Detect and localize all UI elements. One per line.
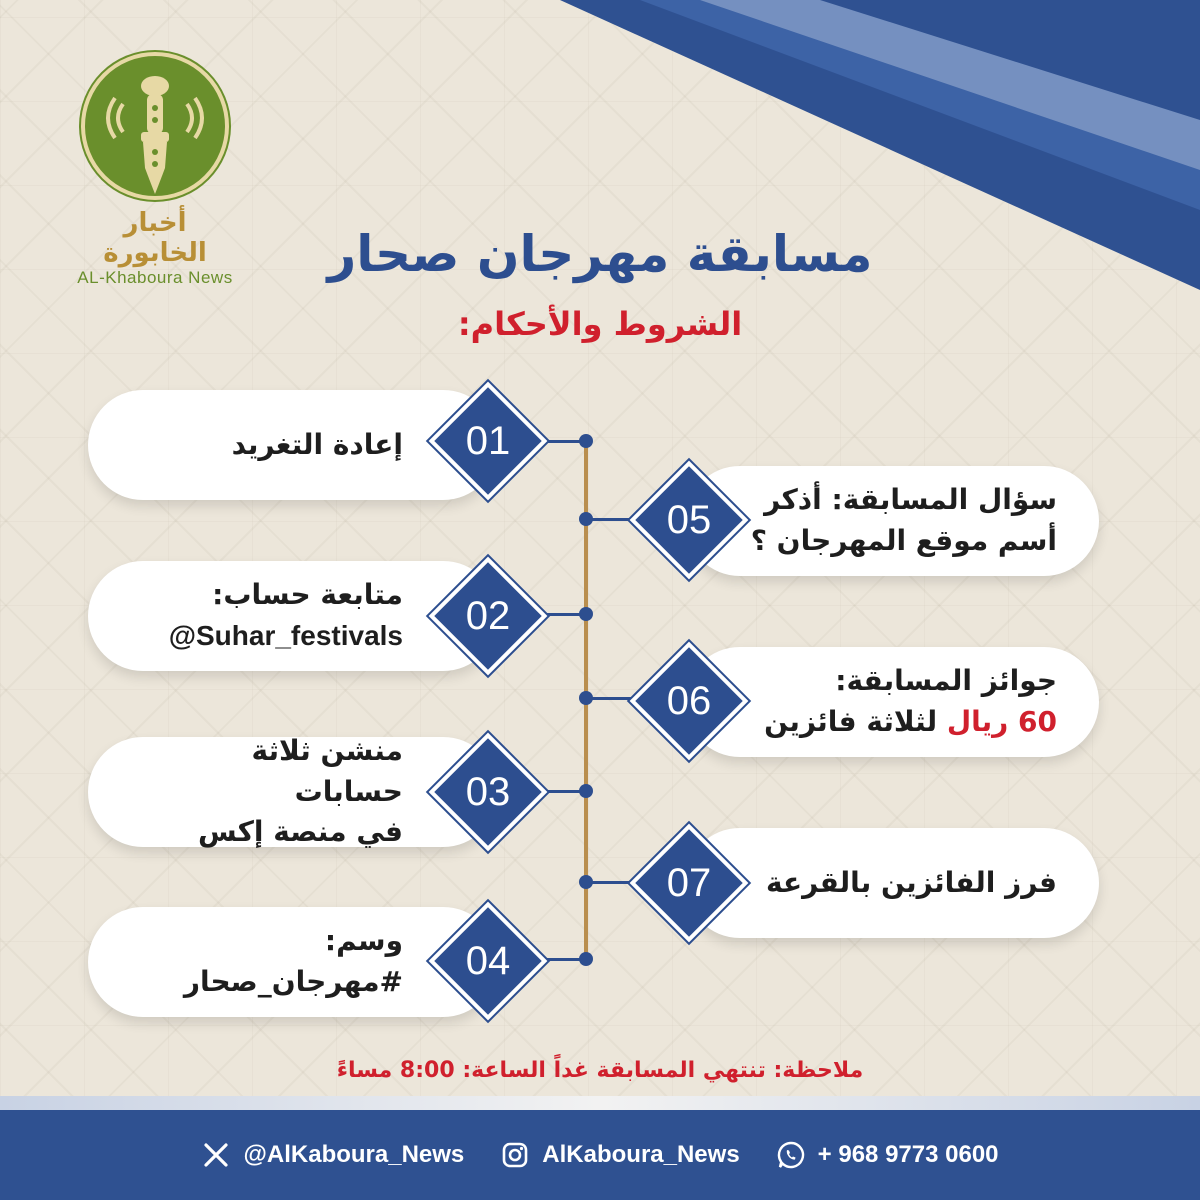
- step-number-06: 06: [666, 678, 712, 723]
- step-03-line-2: في منصة إكس: [198, 815, 403, 849]
- step-05-line-1: سؤال المسابقة: أذكر: [764, 483, 1057, 517]
- step-02-handle: @Suhar_festivals: [168, 620, 403, 651]
- timeline-dot-01: [579, 434, 593, 448]
- step-04-text: وسم: #مهرجان_صحار: [183, 924, 403, 998]
- prize-amount: 60 ريال: [946, 705, 1057, 738]
- step-number-05: 05: [666, 497, 712, 542]
- step-02-line-1: متابعة حساب:: [212, 578, 403, 612]
- footer-instagram-account[interactable]: [500, 1140, 739, 1170]
- step-number-04: 04: [465, 938, 511, 983]
- timeline-dot-07: [579, 875, 593, 889]
- step-06-line-1: جوائز المسابقة:: [835, 664, 1057, 698]
- instagram-handle: AlKaboura_News: [542, 1141, 740, 1168]
- footer-x-account[interactable]: [201, 1140, 464, 1170]
- logo-arabic-name: أخبار الخابورة: [103, 208, 207, 268]
- timeline-dot-05: [579, 512, 593, 526]
- logo-english-name: AL-Khaboura News: [77, 268, 233, 287]
- prize-recipients: لثلاثة فائزين: [764, 705, 938, 738]
- x-logo-icon: [201, 1140, 231, 1170]
- whatsapp-number: + 968 9773 0600: [817, 1141, 999, 1168]
- khanjar-broadcast-icon: [81, 52, 229, 200]
- step-number-02: 02: [465, 593, 511, 638]
- step-07-text: فرز الفائزين بالقرعة: [765, 865, 1057, 899]
- step-number-01: 01: [465, 418, 511, 463]
- timeline-dot-04: [579, 952, 593, 966]
- whatsapp-icon: [776, 1140, 806, 1170]
- step-number-03: 03: [465, 769, 511, 814]
- page-subtitle: الشروط والأحكام:: [457, 305, 743, 343]
- timeline-dot-06: [579, 691, 593, 705]
- timeline-dot-02: [579, 607, 593, 621]
- footer-band: [0, 1096, 1200, 1110]
- deadline-note: ملاحظة: تنتهي المسابقة غداً الساعة: 8:00 مساءً: [336, 1058, 864, 1083]
- step-05-line-2: أسم موقع المهرجان ؟: [750, 524, 1057, 557]
- step-number-07: 07: [666, 860, 712, 905]
- step-06-line-2: [764, 702, 1057, 743]
- x-handle: @AlKaboura_News: [243, 1141, 465, 1168]
- instagram-icon: [500, 1140, 530, 1170]
- footer: [0, 1110, 1200, 1200]
- footer-whatsapp-contact[interactable]: [776, 1140, 999, 1170]
- step-01-text: إعادة التغريد: [231, 427, 403, 461]
- step-03-line-1: منشن ثلاثة حسابات: [251, 734, 403, 808]
- page-title: مسابقة مهرجان صحار: [327, 225, 873, 283]
- timeline-dot-03: [579, 784, 593, 798]
